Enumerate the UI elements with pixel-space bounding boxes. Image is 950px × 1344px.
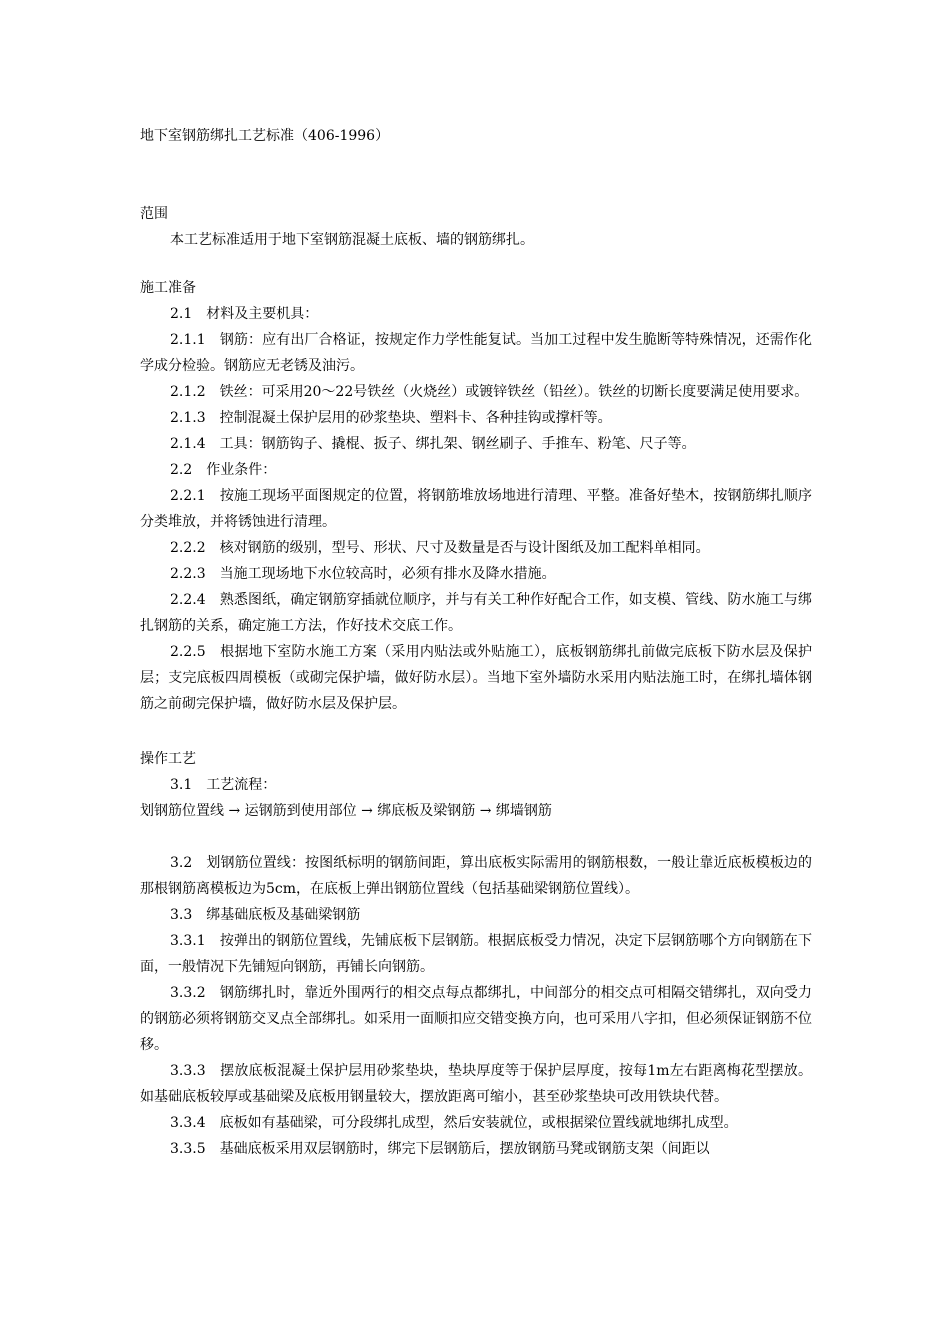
- paragraph: 2.1.1 钢筋：应有出厂合格证，按规定作力学性能复试。当加工过程中发生脆断等特殊情况，还需作化学成分检验。钢筋应无老锈及油污。: [140, 332, 812, 374]
- document-title: 地下室钢筋绑扎工艺标准（406-1996）: [140, 128, 390, 144]
- section-preparation: [140, 275, 812, 717]
- spacer: [140, 824, 812, 850]
- paragraph: 3.3.5 基础底板采用双层钢筋时，绑完下层钢筋后，摆放钢筋马凳或钢筋支架（间距以: [170, 1141, 710, 1157]
- section-scope: [140, 201, 812, 253]
- paragraph: 3.3 绑基础底板及基础梁钢筋: [170, 907, 361, 923]
- paragraph: 3.3.3 摆放底板混凝土保护层用砂浆垫块，垫块厚度等于保护层厚度，按每1m左右距离梅花型摆放。如基础底板较厚或基础梁及底板用钢量较大，摆放距离可缩小，甚至砂浆垫块可改用铁块代替。: [140, 1063, 812, 1105]
- paragraph: 2.2.3 当施工现场地下水位较高时，必须有排水及降水措施。: [170, 566, 556, 582]
- paragraph: 2.2.4 熟悉图纸，确定钢筋穿插就位顺序，并与有关工种作好配合工作，如支模、管线、防水施工与绑扎钢筋的关系，确定施工方法，作好技术交底工作。: [140, 592, 812, 634]
- paragraph: 2.2.2 核对钢筋的级别，型号、形状、尺寸及数量是否与设计图纸及加工配料单相同。: [170, 540, 710, 556]
- paragraph: 2.1.4 工具：钢筋钩子、撬棍、扳子、绑扎架、钢丝刷子、手推车、粉笔、尺子等。: [170, 436, 696, 452]
- paragraph: 2.1 材料及主要机具：: [170, 306, 319, 322]
- paragraph: 3.1 工艺流程：: [170, 777, 277, 793]
- section-heading-operation: 操作工艺: [140, 751, 196, 767]
- paragraph: 3.3.2 钢筋绑扎时，靠近外围两行的相交点每点都绑扎，中间部分的相交点可相隔交错绑扎，双向受力的钢筋必须将钢筋交叉点全部绑扎。如采用一面顺扣应交错变换方向，也可采用八字扣，但必须保证钢筋不位移。: [140, 985, 812, 1053]
- paragraph: 2.1.2 铁丝：可采用20～22号铁丝（火烧丝）或镀锌铁丝（铅丝）。铁丝的切断长度要满足使用要求。: [170, 384, 809, 400]
- process-flow: 划钢筋位置线 → 运钢筋到使用部位 → 绑底板及梁钢筋 → 绑墙钢筋: [140, 803, 552, 819]
- paragraph: 2.2 作业条件：: [170, 462, 277, 478]
- paragraph: 本工艺标准适用于地下室钢筋混凝土底板、墙的钢筋绑扎。: [170, 232, 534, 248]
- paragraph: 2.2.5 根据地下室防水施工方案（采用内贴法或外贴施工），底板钢筋绑扎前做完底板下防水层及保护层；支完底板四周模板（或砌完保护墙，做好防水层）。当地下室外墙防水采用内贴法施工时，在绑扎墙体钢筋之前砌完保护墙，做好防水层及保护层。: [140, 644, 812, 712]
- paragraph: 2.1.3 控制混凝土保护层用的砂浆垫块、塑料卡、各种挂钩或撑杆等。: [170, 410, 612, 426]
- paragraph: 3.3.4 底板如有基础梁，可分段绑扎成型，然后安装就位，或根据梁位置线就地绑扎成型。: [170, 1115, 738, 1131]
- section-heading-preparation: 施工准备: [140, 280, 196, 296]
- section-heading-scope: 范围: [140, 206, 168, 222]
- paragraph: 2.2.1 按施工现场平面图规定的位置，将钢筋堆放场地进行清理、平整。准备好垫木，按钢筋绑扎顺序分类堆放，并将锈蚀进行清理。: [140, 488, 812, 530]
- paragraph: 3.2 划钢筋位置线：按图纸标明的钢筋间距，算出底板实际需用的钢筋根数，一般让靠近底板模板边的那根钢筋离模板边为5cm，在底板上弹出钢筋位置线（包括基础梁钢筋位置线）。: [140, 855, 812, 897]
- paragraph: 3.3.1 按弹出的钢筋位置线，先铺底板下层钢筋。根据底板受力情况，决定下层钢筋哪个方向钢筋在下面，一般情况下先铺短向钢筋，再铺长向钢筋。: [140, 933, 812, 975]
- section-operation: [140, 746, 812, 1162]
